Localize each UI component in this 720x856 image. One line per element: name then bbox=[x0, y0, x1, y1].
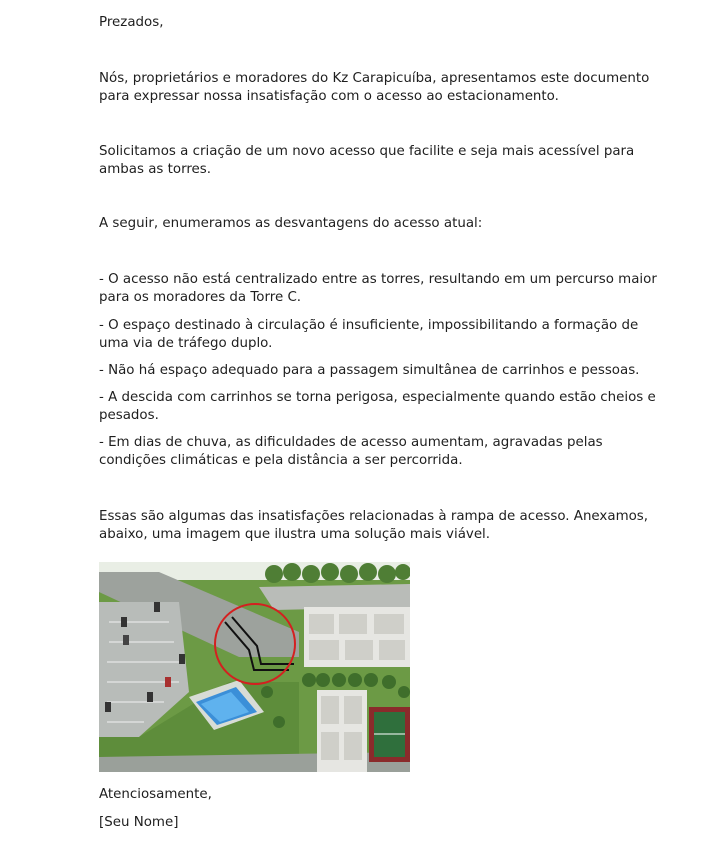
request-paragraph: Solicitamos a criação de um novo acesso que facilite e seja mais acessível para ambas as torres. bbox=[99, 144, 635, 177]
issue-item: - Não há espaço adequado para a passagem simultânea de carrinhos e pessoas. bbox=[99, 363, 640, 378]
signoff: Atenciosamente, bbox=[99, 787, 212, 802]
issue-item: - A descida com carrinhos se torna perigosa, especialmente quando estão cheios e pesados. bbox=[99, 390, 656, 423]
list-intro: A seguir, enumeramos as desvantagens do acesso atual: bbox=[99, 216, 483, 231]
issue-item: - O acesso não está centralizado entre as torres, resultando em um percurso maior para os moradores da Torre C. bbox=[99, 272, 657, 305]
closing-paragraph: Essas são algumas das insatisfações relacionadas à rampa de acesso. Anexamos, abaixo, uma imagem que ilustra uma solução mais viável. bbox=[99, 509, 649, 542]
signature: [Seu Nome] bbox=[99, 815, 179, 830]
site-plan-image bbox=[99, 562, 410, 772]
issue-item: - O espaço destinado à circulação é insuficiente, impossibilitando a formação de uma via de tráfego duplo. bbox=[99, 318, 639, 351]
intro-paragraph: Nós, proprietários e moradores do Kz Carapicuíba, apresentamos este documento para expressar nossa insatisfação com o acesso ao estacionamento. bbox=[99, 71, 650, 104]
greeting: Prezados, bbox=[99, 15, 164, 30]
issue-item: - Em dias de chuva, as dificuldades de acesso aumentam, agravadas pelas condições climáticas e pela distância a ser percorrida. bbox=[99, 435, 603, 468]
